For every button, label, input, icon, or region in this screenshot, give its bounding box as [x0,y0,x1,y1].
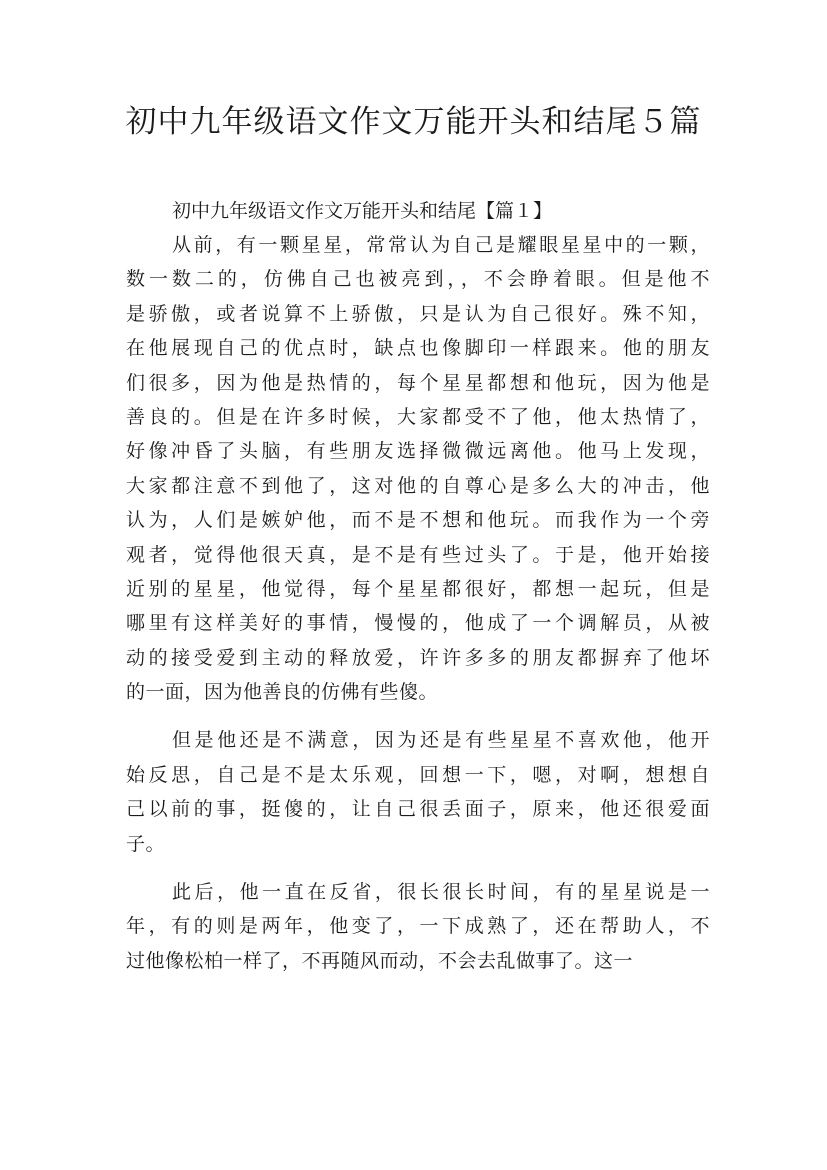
document-body [126,194,710,992]
paragraph-line: 大家都注意不到他了，这对他的自尊心是多么大的冲击，他 [126,474,710,497]
paragraph-line: 是骄傲，或者说算不上骄傲，只是认为自己很好。殊不知， [126,302,710,325]
paragraph-line: 善良的。但是在许多时候，大家都受不了他，他太热情了， [126,405,710,428]
document-title: 初中九年级语文作文万能开头和结尾５篇 [125,104,702,140]
paragraph-line: 动的接受爱到主动的释放爱，许许多多的朋友都摒弃了他坏 [126,646,710,669]
paragraph-line: 的一面，因为他善良的仿佛有些傻。 [126,681,439,704]
paragraph-line: 在他展现自己的优点时，缺点也像脚印一样跟来。他的朋友 [126,337,710,360]
paragraph-line: 但是他还是不满意，因为还是有些星星不喜欢他，他开 [172,729,710,752]
paragraph [126,723,710,861]
paragraph-line: 从前，有一颗星星，常常认为自己是耀眼星星中的一颗， [172,234,710,256]
paragraph-line: 始反思，自己是不是太乐观，回想一下，嗯，对啊，想想自 [126,763,710,786]
paragraph-line: 近别的星星，他觉得，每个星星都很好，都想一起玩，但是 [126,577,710,600]
paragraph-line: 好像冲昏了头脑，有些朋友选择微微远离他。他马上发现， [126,440,710,463]
paragraph-line: 数一数二的，仿佛自己也被亮到，，不会睁着眼。但是他不 [126,268,710,291]
paragraph-line: 观者，觉得他很天真，是不是有些过头了。于是，他开始接 [126,543,710,566]
section-heading: 初中九年级语文作文万能开头和结尾【篇１】 [172,200,553,222]
paragraph-line: 子。 [126,832,166,855]
paragraph-line: 己以前的事，挺傻的，让自己很丢面子，原来，他还很爱面 [126,798,710,821]
paragraph-line: 哪里有这样美好的事情，慢慢的，他成了一个调解员，从被 [126,612,710,635]
paragraph-line: 过他像松柏一样了，不再随风而动，不会去乱做事了。这一 [126,949,634,972]
paragraph-line: 们很多，因为他是热情的，每个星星都想和他玩，因为他是 [126,371,710,394]
paragraph-list [126,228,710,978]
paragraph-line: 认为，人们是嫉妒他，而不是不想和他玩。而我作为一个旁 [126,509,710,532]
paragraph-line: 此后，他一直在反省，很长很长时间，有的星星说是一 [172,881,710,904]
paragraph-line: 年，有的则是两年，他变了，一下成熟了，还在帮助人，不 [126,915,710,938]
paragraph [126,228,710,709]
paragraph [126,875,710,978]
